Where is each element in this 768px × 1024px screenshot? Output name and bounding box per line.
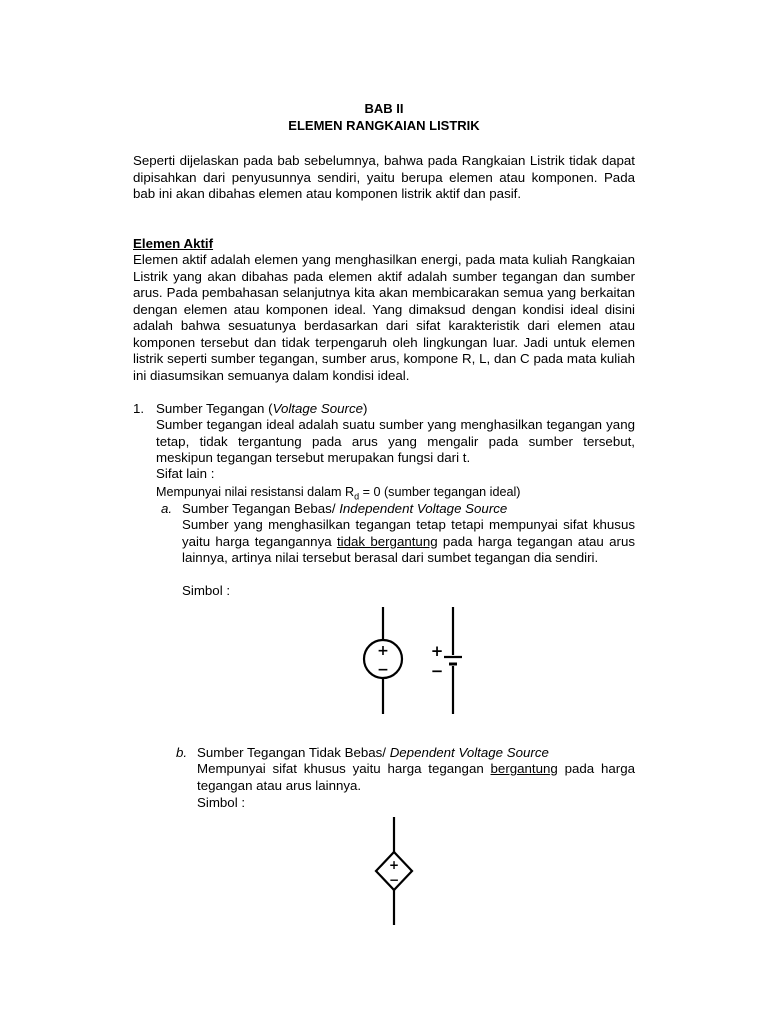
item1-title-italic: Voltage Source [272, 401, 363, 416]
item1-title-suffix: ) [363, 401, 368, 416]
sub-a-underlined: tidak bergantung [336, 533, 438, 549]
sub-b-body-part1: Mempunyai sifat khusus yaitu harga tegangan [197, 761, 491, 776]
battery-plus-sign: + [430, 642, 444, 660]
item1-paragraph: Sumber tegangan ideal adalah suatu sumber yang menghasilkan tegangan yang tetap, tidak tergantung pada arus yang mengalir pada sumber tersebut, meskipun tegangan tersebut merupakan fungsi dari t. [156, 417, 635, 465]
chapter-number: BAB II [364, 101, 404, 116]
item1-title-prefix: Sumber Tegangan ( [156, 401, 273, 416]
sub-b-paragraph [197, 761, 635, 794]
dependent-voltage-source-icon [376, 817, 412, 925]
sub-b-body-part2: pada harga tegangan atau arus lainnya. [197, 761, 635, 793]
chapter-title: ELEMEN RANGKAIAN LISTRIK [288, 118, 480, 133]
sub-a-body-part2: pada harga tegangan atau arus lainnya, artinya nilai tersebut berasal dari sumbet tegangan dia sendiri. [182, 533, 635, 565]
battery-icon [431, 607, 462, 714]
sub-b-underlined: bergantung [490, 761, 558, 776]
sub-b-title [197, 745, 549, 762]
sub-b-title-italic: Dependent Voltage Source [389, 745, 549, 760]
sifat-lain-label: Sifat lain : [156, 466, 215, 481]
sub-a-letter: a. [161, 501, 173, 516]
simbol-label-a: Simbol : [182, 583, 231, 598]
dependent-plus-sign: + [388, 858, 400, 872]
sub-b-title-text: Sumber Tegangan Tidak Bebas/ [197, 745, 390, 760]
intro-paragraph: Seperti dijelaskan pada bab sebelumnya, bahwa pada Rangkaian Listrik tidak dapat dipisahkan dari penyusunnya sendiri, yaitu berupa elemen atau komponen. Pada bab ini akan dibahas elemen atau komponen listrik aktif dan pasif. [133, 153, 635, 201]
independent-voltage-source-icon [364, 607, 402, 714]
battery-minus-sign: − [430, 662, 444, 680]
independent-source-figure [340, 600, 480, 720]
source-minus-sign: − [377, 662, 389, 678]
item1-title [156, 401, 367, 418]
sub-a-body-part1: Sumber yang menghasilkan tegangan tetap tetapi mempunyai sifat khusus yaitu harga tegangannya [182, 517, 635, 549]
simbol-label-b: Simbol : [197, 795, 246, 810]
source-plus-sign: + [377, 643, 389, 659]
sub-b-letter: b. [176, 745, 188, 760]
dependent-minus-sign: − [388, 873, 400, 887]
sub-a-title [182, 501, 507, 518]
resist-suffix: = 0 (sumber tegangan ideal) [359, 485, 521, 499]
resist-subscript: d [354, 491, 360, 502]
sub-a-title-text: Sumber Tegangan Bebas/ [182, 501, 340, 516]
list-number-1: 1. [133, 401, 145, 416]
sub-a-paragraph [182, 517, 635, 567]
dependent-source-figure [360, 812, 430, 930]
sub-a-title-italic: Independent Voltage Source [339, 501, 508, 516]
elemen-aktif-paragraph: Elemen aktif adalah elemen yang menghasilkan energi, pada mata kuliah Rangkaian Listrik yang akan dibahas pada elemen aktif adalah sumber tegangan dan sumber arus. Pada pembahasan selanjutnya kita akan membicarakan semua yang berkaitan dengan elemen atau komponen ideal. Yang dimaksud dengan kondisi ideal disini adalah bahwa sesuatunya berdasarkan dari sifat karakteristik dari elemen atau komponen tersebut dan tidak terpengaruh oleh lingkungan luar. Jadi untuk elemen listrik seperti sumber tegangan, sumber arus, kompone R, L, dan C pada mata kuliah ini diasumsikan semuanya dalam kondisi ideal. [133, 252, 635, 383]
resist-prefix: Mempunyai nilai resistansi dalam R [156, 485, 355, 499]
section-heading-elemen-aktif: Elemen Aktif [133, 236, 214, 251]
